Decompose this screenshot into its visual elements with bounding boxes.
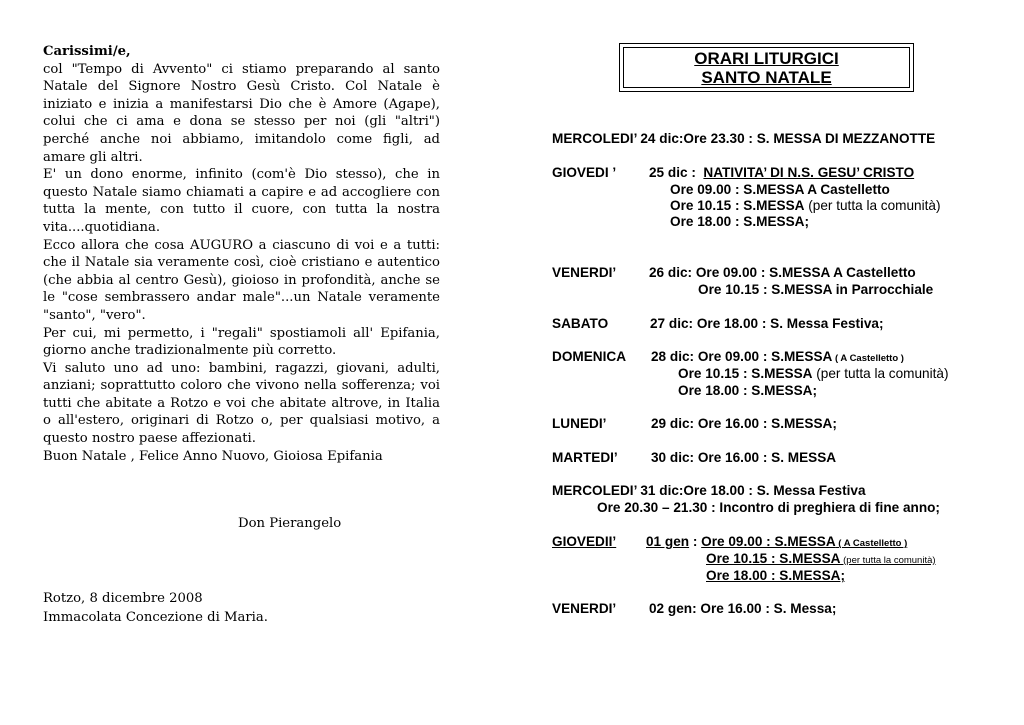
place-date: Rotzo, 8 dicembre 2008 <box>43 591 203 606</box>
date-label: 01 gen <box>646 534 690 549</box>
mass-note: ( A Castelletto ) <box>832 353 904 364</box>
schedule-thu-25-line: Ore 18.00 : S.MESSA; <box>670 214 810 229</box>
feast-title: NATIVITA’ DI N.S. GESU’ CRISTO <box>703 165 915 180</box>
schedule-mon-29-day: LUNEDI’ <box>552 416 607 431</box>
schedule-fri-26-line: Ore 10.15 : S.MESSA in Parrocchiale <box>698 282 934 297</box>
separator: : <box>689 534 702 549</box>
letter-paragraph: Ecco allora che cosa AUGURO a ciascuno di voi e a tutti: che il Natale sia veramente così, cioè cristiano e autentico (che abbia al centro Gesù), gioioso in profondità, anche se le "cose sembrassero andar male"...un Natale veramente "santo", "vero". <box>43 237 440 323</box>
schedule-thu-25-line <box>670 198 940 213</box>
letter-greeting: Carissimi/e, <box>43 44 131 59</box>
schedule-wed-31-line: MERCOLEDI’ 31 dic:Ore 18.00 : S. Messa Festiva <box>552 483 866 498</box>
mass-time: Ore 10.15 : S.MESSA <box>670 198 805 213</box>
schedule-thu-25-header <box>649 165 914 180</box>
date-label: 25 dic : <box>649 165 696 180</box>
mass-time: 28 dic: Ore 09.00 : S.MESSA <box>651 349 833 364</box>
title-line-2: SANTO NATALE <box>701 68 832 87</box>
letter-paragraph: E' un dono enorme, infinito (com'è Dio stesso), che in questo Natale siamo chiamati a capire e ad accogliere con tutta la mente, con tutto il cuore, con tutta la nostra vita....quotidiana. <box>43 167 440 235</box>
schedule-mon-29-line: 29 dic: Ore 16.00 : S.MESSA; <box>651 416 837 431</box>
letter-wishes: Buon Natale , Felice Anno Nuovo, Gioiosa Epifania <box>43 448 383 464</box>
letter-paragraph: col "Tempo di Avvento" ci stiamo preparando al santo Natale del Signore Nostro Gesù Cristo. Col Natale è iniziato e inizia a manifestarsi Dio che è Amore (Agape), colui che ci ama e dona se stesso per noi (gli "altri") perché anche noi abbiamo, imitandolo come figli, ad amare gli altri. <box>43 61 440 165</box>
mass-time: Ore 09.00 : S.MESSA <box>701 534 836 549</box>
schedule-thu-25-day: GIOVEDI ’ <box>552 165 617 180</box>
letter-paragraph: Vi saluto uno ad uno: bambini, ragazzi, giovani, adulti, anziani; soprattutto coloro che vivono nella sofferenza; voi tutti che abitate a Rotzo e voi che abitate altrove, in Italia o all'estero, originari di Rotzo o, per qualsiasi motivo, a questo nostro paese affezionati. <box>43 360 440 447</box>
schedule-sat-27-day: SABATO <box>552 316 609 331</box>
schedule-title <box>623 47 910 88</box>
schedule-fri-26-day: VENERDI’ <box>552 265 617 280</box>
letter-footer <box>43 589 268 627</box>
letter-body <box>43 43 440 465</box>
title-line-1: ORARI LITURGICI <box>694 49 839 68</box>
schedule-thu-01-line <box>646 534 907 549</box>
mass-time: Ore 10.15 : S.MESSA <box>706 551 841 566</box>
mass-note: (per tutta la comunità) <box>804 198 941 213</box>
letter-signature: Don Pierangelo <box>238 516 342 531</box>
schedule-thu-25-line: Ore 09.00 : S.MESSA A Castelletto <box>670 182 890 197</box>
schedule-wed-31-line: Ore 20.30 – 21.30 : Incontro di preghiera di fine anno; <box>597 500 940 515</box>
schedule-thu-01-line <box>706 551 936 566</box>
schedule-tue-30-line: 30 dic: Ore 16.00 : S. MESSA <box>651 450 837 465</box>
schedule-thu-01-line: Ore 18.00 : S.MESSA; <box>706 568 846 583</box>
schedule-title-box <box>619 43 914 92</box>
schedule-fri-02-line: 02 gen: Ore 16.00 : S. Messa; <box>649 601 837 616</box>
schedule-sat-27-line: 27 dic: Ore 18.00 : S. Messa Festiva; <box>650 316 884 331</box>
schedule-sun-28-line <box>678 366 948 381</box>
feast-name: Immacolata Concezione di Maria. <box>43 610 268 625</box>
letter-paragraph: Per cui, mi permetto, i "regali" spostiamoli all' Epifania, giorno anche tradizionalmente più corretto. <box>43 325 440 359</box>
mass-note: (per tutta la comunità) <box>840 555 936 566</box>
schedule-thu-01-day: GIOVEDII’ <box>552 534 617 549</box>
schedule-sun-28-day: DOMENICA <box>552 349 627 364</box>
schedule-tue-30-day: MARTEDI’ <box>552 450 618 465</box>
schedule-fri-26-line: 26 dic: Ore 09.00 : S.MESSA A Castelletto <box>649 265 916 280</box>
schedule-sun-28-line <box>651 349 904 364</box>
mass-time: Ore 10.15 : S.MESSA <box>678 366 813 381</box>
mass-note: ( A Castelletto ) <box>835 538 908 549</box>
schedule-wed-24: MERCOLEDI’ 24 dic:Ore 23.30 : S. MESSA DI MEZZANOTTE <box>552 131 936 146</box>
mass-note: (per tutta la comunità) <box>812 366 949 381</box>
schedule-fri-02-day: VENERDI’ <box>552 601 617 616</box>
schedule-sun-28-line: Ore 18.00 : S.MESSA; <box>678 383 818 398</box>
